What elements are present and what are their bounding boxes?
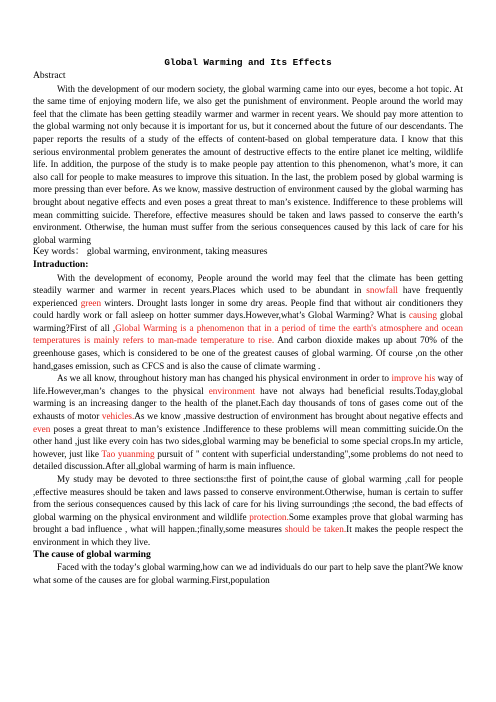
text-run: poses a great threat to man’s existence .Indifference to these problems will mean committing suicide.On the other hand ,just like every coin has two sides,global warming may be beneficial to some special crops.In my article, however, just like [33,423,463,459]
text-run: winters. Drought lasts longer in some dry areas. People find that without air conditioners they could hardly work or fall asleep on hotter summer days.However,what’s Global Warming? What is [33,297,463,321]
text-run: My study may be devoted to three sections:the first of point,the cause of global warming ,call for people ,effective measures should be taken and laws passed to conserve environment.Otherwise, human is certain to suffer from the serious consequences caused by this lack of care for his living surroundings ;the second, the bad effects of global warming on the physical environment and wildlife [33,474,463,522]
highlighted-word: protection. [249,511,289,522]
highlighted-word: improve his [391,373,436,384]
text-run: It makes the people respect the environment in which they live. [33,524,463,547]
text-run: And carbon dioxide makes up about 70% of the greenhouse gases, which is considered to be one of the greatest causes of global warming. Of course ,on the other hand,gases emission, such as CFCS and is also the cause of climate warming . [33,335,463,371]
text-run: Some examples prove that global warming has brought a bad influence , what will happen.;finally,some measures [33,511,463,535]
text-run: have frequently experienced [33,285,463,308]
cause-heading: The cause of global warming [33,548,151,560]
highlighted-sentence: Global Warming is a phenomenon that in a period of time the earth's atmosphere and ocean temperatures is mainly refers to man-made temperature to rise. [33,322,463,346]
cause-paragraph-1: Faced with the today’s global warming,how can we ad individuals do our part to help save the plant?We know what some of the causes are for global warming.First,population [33,562,463,585]
intro-paragraph-1 [33,272,463,373]
text-run: global warming?First of all , [33,310,463,333]
keywords-line: Key words： global warming, environment, taking measures [33,246,268,258]
highlighted-word: Tao yuanming [101,448,155,459]
highlighted-word: causing [408,310,437,321]
intro-paragraph-3 [33,473,463,549]
highlighted-word: green [80,297,102,308]
text-run: As we know ,massive destruction of environment has brought about negative effects and [134,411,463,422]
text-run: pursuit of " content with superficial understanding",some problems do not need to detailed discussion.After all,global warming of harm is main influence. [33,448,463,472]
highlighted-word: snowfall [366,285,398,296]
text-run: have not always had beneficial results.Today,global warming is an increasing danger to the health of the planet.Each day thousands of tons of gases come out of the exhausts of motor [33,385,463,422]
text-run: way of life.However,man’s changes to the physical [33,373,463,396]
document-title: Global Warming and Its Effects [164,57,332,68]
abstract-heading: Abstract [33,70,66,81]
text-run: As we all know, throughout history man has changed his physical environment in order to [57,373,392,384]
abstract-paragraph: With the development of our modern society, the global warming came into our eyes, become a hot topic. At the same time of enjoying modern life, we also get the punishment of environment. People around the world may feel that the climate has been getting steadily warmer and warmer in recent years. We should pay more attention to the global warming not only because it is important for us, but it concerned about the future of our descendants. The paper reports the results of a study of the effects of content-based on global temperature data. I know that this serious environmental problem generates the amount of destructive effects to the entire planet ice melting, wildlife life. In addition, the purpose of the study is to make people pay attention to this phenomenon, what’s more, it can also call for people to make measures to improve this situation. In the last, the problem posed by global warming is more pressing than ever before. As we know, massive destruction of environment caused by the global warming has brought about negative effects and even poses a great threat to man’s existence. Indifference to these problems will mean committing suicide. Therefore, effective measures should be taken and laws passed to conserve the earth’s environment. Otherwise, the human must suffer from the serious consequences caused by this lack of care for his global warming [33,83,463,245]
highlighted-word: should be taken. [284,524,347,535]
highlighted-word: even [33,423,51,434]
intro-paragraph-2 [33,372,463,473]
highlighted-word: environment [208,385,256,396]
highlighted-word: vehicles. [101,411,135,422]
text-run: With the development of economy, People around the world may feel that the climate has been getting steadily warmer and warmer in recent years.Places which used to be abundant in [33,272,463,296]
introduction-heading: Intraduction: [33,258,89,270]
